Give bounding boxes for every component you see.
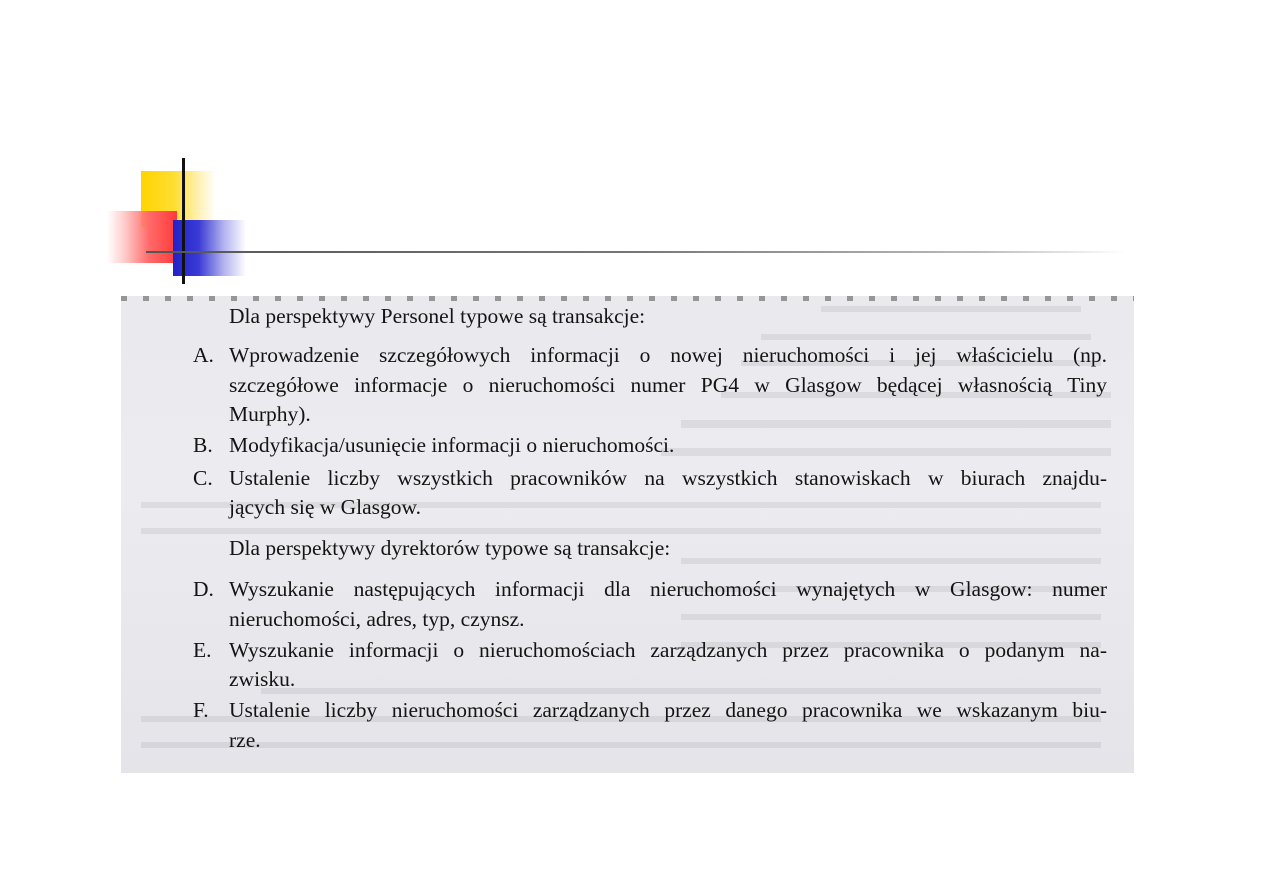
item-line: szczegółowe informacje o nieruchomości numer PG4 w Glasgow będącej własnością Tiny (229, 373, 1107, 397)
decor-square-red (107, 211, 177, 263)
decor-vertical-line (182, 158, 185, 284)
item-line: Modyfikacja/usunięcie informacji o nieruchomości. (229, 433, 675, 457)
item-line: zwisku. (229, 667, 296, 691)
item-marker: D. (193, 577, 214, 601)
item-line: jących się w Glasgow. (229, 495, 422, 519)
item-line: rze. (229, 728, 261, 752)
item-line: Ustalenie liczby nieruchomości zarządzanych przez danego pracownika we wskazanym biu- (229, 698, 1107, 722)
document-text (121, 296, 1134, 773)
item-line: Ustalenie liczby wszystkich pracowników na wszystkich stanowiskach w biurach znajdu- (229, 466, 1107, 490)
perspective-directors-header: Dla perspektywy dyrektorów typowe są transakcje: (229, 536, 671, 560)
item-marker: E. (193, 638, 212, 662)
item-marker: B. (193, 433, 213, 457)
perspective-staff-header: Dla perspektywy Personel typowe są transakcje: (229, 304, 646, 328)
title-underline (146, 251, 1126, 253)
item-line: Wprowadzenie szczegółowych informacji o nowej nieruchomości i jej właścicielu (np. (229, 343, 1107, 367)
item-marker: F. (193, 698, 209, 722)
item-marker: A. (193, 343, 214, 367)
item-line: nieruchomości, adres, typ, czynsz. (229, 607, 525, 631)
item-line: Murphy). (229, 402, 311, 426)
item-marker: C. (193, 466, 213, 490)
item-line: Wyszukanie informacji o nieruchomościach zarządzanych przez pracownika o podanym na- (229, 638, 1107, 662)
scanned-page (121, 296, 1134, 773)
item-line: Wyszukanie następujących informacji dla nieruchomości wynajętych w Glasgow: numer (229, 577, 1107, 601)
